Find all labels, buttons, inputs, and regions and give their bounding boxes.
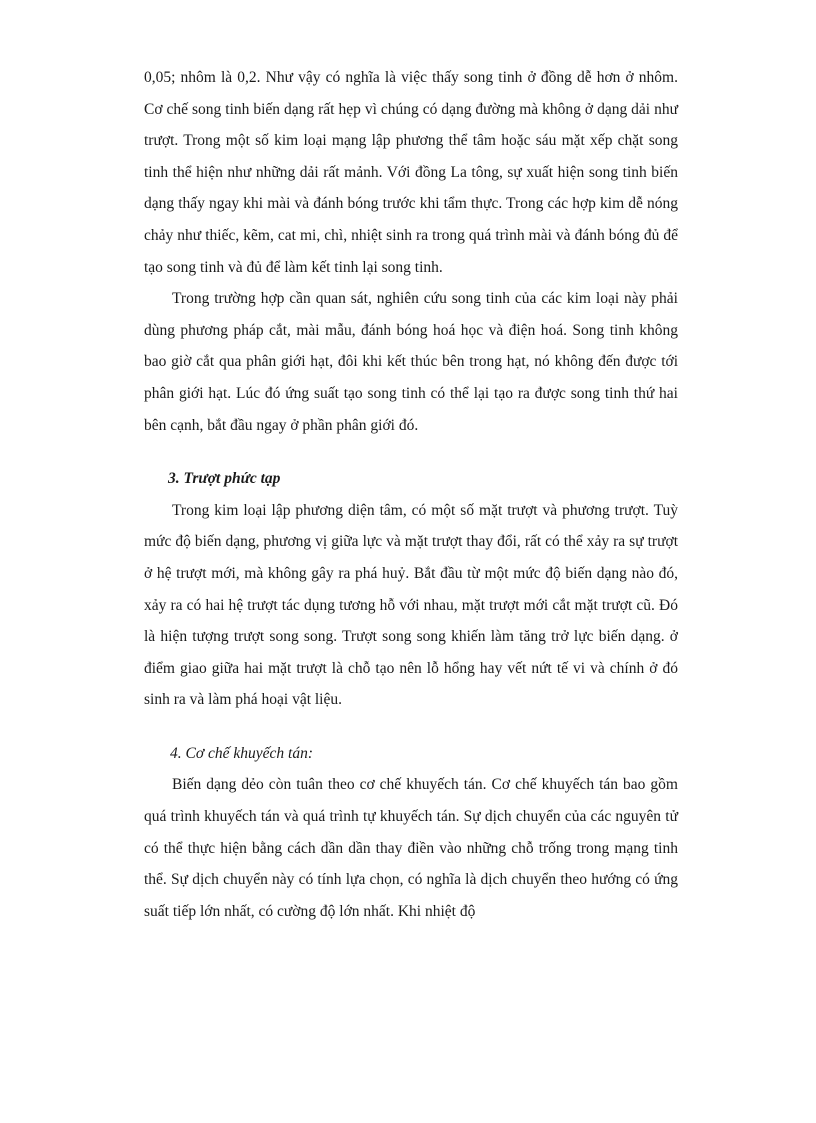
section-spacer bbox=[144, 441, 678, 463]
document-body bbox=[144, 62, 678, 927]
paragraph-complex-slip: Trong kim loại lập phương diện tâm, có một số mặt trượt và phương trượt. Tuỳ mức độ biến dạng, phương vị giữa lực và mặt trượt thay đổi, rất có thể xảy ra sự trượt ở hệ trượt mới, mà không gây ra phá huỷ. Bắt đầu từ một mức độ biến dạng nào đó, xảy ra có hai hệ trượt tác dụng tương hỗ với nhau, mặt trượt mới cắt mặt trượt cũ. Đó là hiện tượng trượt song song. Trượt song song khiến làm tăng trở lực biến dạng. ở điểm giao giữa hai mặt trượt là chỗ tạo nên lỗ hổng hay vết nứt tế vi và chính ở đó sinh ra và làm phá hoại vật liệu. bbox=[144, 501, 678, 709]
paragraph-diffusion-mechanism: Biến dạng dẻo còn tuân theo cơ chế khuyếch tán. Cơ chế khuyếch tán bao gồm quá trình khuyếch tán và quá trình tự khuyếch tán. Sự dịch chuyển của các nguyên tử có thể thực hiện bằng cách dần dần thay điền vào những chỗ trống trong mạng tinh thể. Sự dịch chuyển này có tính lựa chọn, có nghĩa là dịch chuyển theo hướng có ứng suất tiếp lớn nhất, có cường độ lớn nhất. Khi nhiệt độ bbox=[144, 776, 678, 920]
paragraph-twinning-observation: Trong trường hợp cần quan sát, nghiên cứu song tinh của các kim loại này phải dùng phương pháp cắt, mài mẫu, đánh bóng hoá học và điện hoá. Song tinh không bao giờ cắt qua phân giới hạt, đôi khi kết thúc bên trong hạt, nó không đến được tới phân giới hạt. Lúc đó ứng suất tạo song tinh có thể lại tạo ra được song tinh thứ hai bên cạnh, bắt đầu ngay ở phần phân giới đó. bbox=[144, 290, 678, 434]
section-spacer bbox=[144, 716, 678, 738]
paragraph-twinning-continued: 0,05; nhôm là 0,2. Như vậy có nghĩa là việc thấy song tinh ở đồng dễ hơn ở nhôm. Cơ chế song tinh biến dạng rất hẹp vì chúng có dạng đường mà không ở dạng dải như trượt. Trong một số kim loại mạng lập phương thể tâm hoặc sáu mặt xếp chặt song tinh thể hiện như những dải rất mảnh. Với đồng La tông, sự xuất hiện song tinh biến dạng thấy ngay khi mài và đánh bóng trước khi tẩm thực. Trong các hợp kim dễ nóng chảy như thiếc, kẽm, cat mi, chì, nhiệt sinh ra trong quá trình mài và đánh bóng đủ để tạo song tinh và đủ để làm kết tinh lại song tinh. bbox=[144, 69, 678, 276]
section-heading-complex-slip: 3. Trượt phức tạp bbox=[168, 470, 281, 488]
section-heading-diffusion-mechanism: 4. Cơ chế khuyếch tán: bbox=[170, 744, 313, 762]
